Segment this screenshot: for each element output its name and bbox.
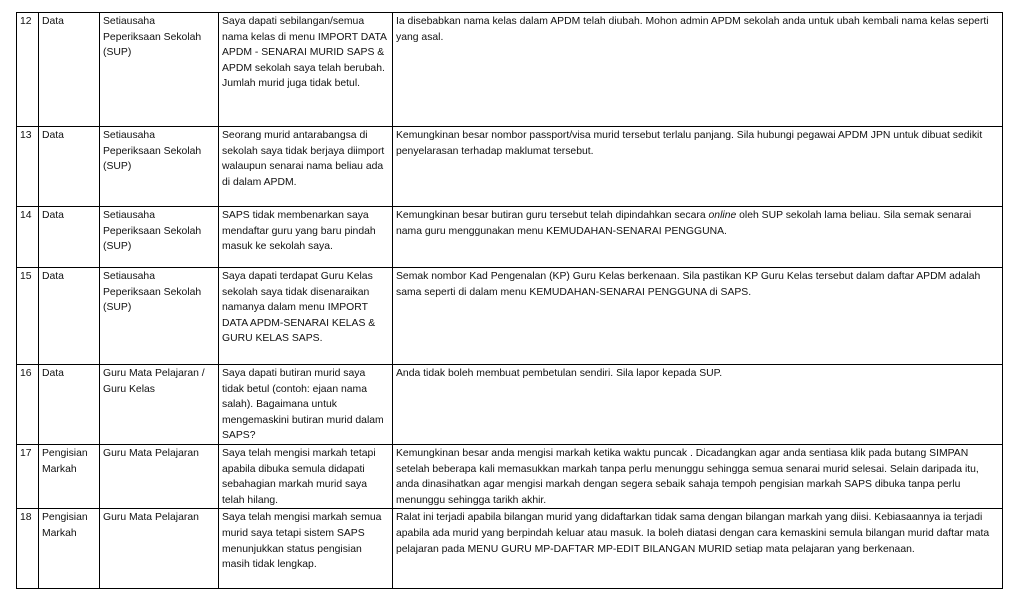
category-cell: Data	[39, 365, 100, 445]
table-row	[17, 127, 1003, 207]
answer-cell: Ia disebabkan nama kelas dalam APDM telah diubah. Mohon admin APDM sekolah anda untuk ubah kembali nama kelas seperti yang asal.	[393, 13, 1003, 127]
row-number: 18	[17, 509, 39, 589]
table-row	[17, 509, 1003, 589]
category-cell: Pengisian Markah	[39, 509, 100, 589]
row-number: 13	[17, 127, 39, 207]
row-number: 14	[17, 207, 39, 268]
answer-cell: Kemungkinan besar nombor passport/visa murid tersebut terlalu panjang. Sila hubungi pegawai APDM JPN untuk dibuat sedikit penyelarasan terhadap maklumat tersebut.	[393, 127, 1003, 207]
category-cell: Data	[39, 268, 100, 365]
answer-cell: Kemungkinan besar anda mengisi markah ketika waktu puncak . Dicadangkan agar anda sentiasa klik pada butang SIMPAN setelah beberapa kali memasukkan markah tanpa perlu menunggu sehingga semua senarai murid selesai. Selain daripada itu, anda dinasihatkan agar mengisi markah dengan segera sebaik sahaja tempoh pengisian markah SAPS dibuka tanpa perlu menunggu sehingga tarikh akhir.	[393, 445, 1003, 509]
role-cell: Setiausaha Peperiksaan Sekolah (SUP)	[100, 127, 219, 207]
answer-cell	[393, 207, 1003, 268]
table-row	[17, 207, 1003, 268]
table-row	[17, 13, 1003, 127]
role-cell: Guru Mata Pelajaran	[100, 509, 219, 589]
row-number: 16	[17, 365, 39, 445]
question-cell: SAPS tidak membenarkan saya mendaftar guru yang baru pindah masuk ke sekolah saya.	[219, 207, 393, 268]
question-cell: Saya dapati terdapat Guru Kelas sekolah saya tidak disenaraikan namanya dalam menu IMPORT DATA APDM-SENARAI KELAS & GURU KELAS SAPS.	[219, 268, 393, 365]
question-cell: Saya dapati sebilangan/semua nama kelas di menu IMPORT DATA APDM - SENARAI MURID SAPS & APDM sekolah saya telah berubah. Jumlah murid juga tidak betul.	[219, 13, 393, 127]
answer-cell: Semak nombor Kad Pengenalan (KP) Guru Kelas berkenaan. Sila pastikan KP Guru Kelas tersebut dalam daftar APDM adalah sama seperti di dalam menu KEMUDAHAN-SENARAI PENGGUNA di SAPS.	[393, 268, 1003, 365]
answer-text: Kemungkinan besar butiran guru tersebut telah dipindahkan secara	[396, 210, 709, 221]
question-cell: Saya telah mengisi markah semua murid saya tetapi sistem SAPS menunjukkan status pengisian masih tidak lengkap.	[219, 509, 393, 589]
role-cell: Setiausaha Peperiksaan Sekolah (SUP)	[100, 207, 219, 268]
answer-emphasis: online	[708, 210, 737, 221]
row-number: 15	[17, 268, 39, 365]
category-cell: Data	[39, 127, 100, 207]
table-row	[17, 268, 1003, 365]
category-cell: Data	[39, 13, 100, 127]
role-cell: Guru Mata Pelajaran	[100, 445, 219, 509]
question-cell: Seorang murid antarabangsa di sekolah saya tidak berjaya diimport walaupun senarai nama beliau ada di dalam APDM.	[219, 127, 393, 207]
row-number: 17	[17, 445, 39, 509]
answer-cell: Ralat ini terjadi apabila bilangan murid yang didaftarkan tidak sama dengan bilangan markah yang diisi. Kebiasaannya ia terjadi apabila ada murid yang berpindah keluar atau masuk. Ia boleh diatasi dengan cara kemaskini semula bilangan murid daftar mata pelajaran pada MENU GURU MP-DAFTAR MP-EDIT BILANGAN MURID setiap mata pelajaran yang berkenaan.	[393, 509, 1003, 589]
answer-cell: Anda tidak boleh membuat pembetulan sendiri. Sila lapor kepada SUP.	[393, 365, 1003, 445]
question-cell: Saya dapati butiran murid saya tidak betul (contoh: ejaan nama salah). Bagaimana untuk mengemaskini butiran murid dalam SAPS?	[219, 365, 393, 445]
role-cell: Setiausaha Peperiksaan Sekolah (SUP)	[100, 268, 219, 365]
category-cell: Data	[39, 207, 100, 268]
role-cell: Guru Mata Pelajaran / Guru Kelas	[100, 365, 219, 445]
question-cell: Saya telah mengisi markah tetapi apabila dibuka semula didapati sebahagian markah murid saya telah hilang.	[219, 445, 393, 509]
table-row	[17, 445, 1003, 509]
table-row	[17, 365, 1003, 445]
faq-table	[16, 12, 1003, 589]
row-number: 12	[17, 13, 39, 127]
role-cell: Setiausaha Peperiksaan Sekolah (SUP)	[100, 13, 219, 127]
answer-text: oleh SUP sekolah lama beliau. Sila semak senarai nama guru menggunakan menu KEMUDAHAN-SENARAI PENGGUNA.	[396, 210, 972, 237]
category-cell: Pengisian Markah	[39, 445, 100, 509]
